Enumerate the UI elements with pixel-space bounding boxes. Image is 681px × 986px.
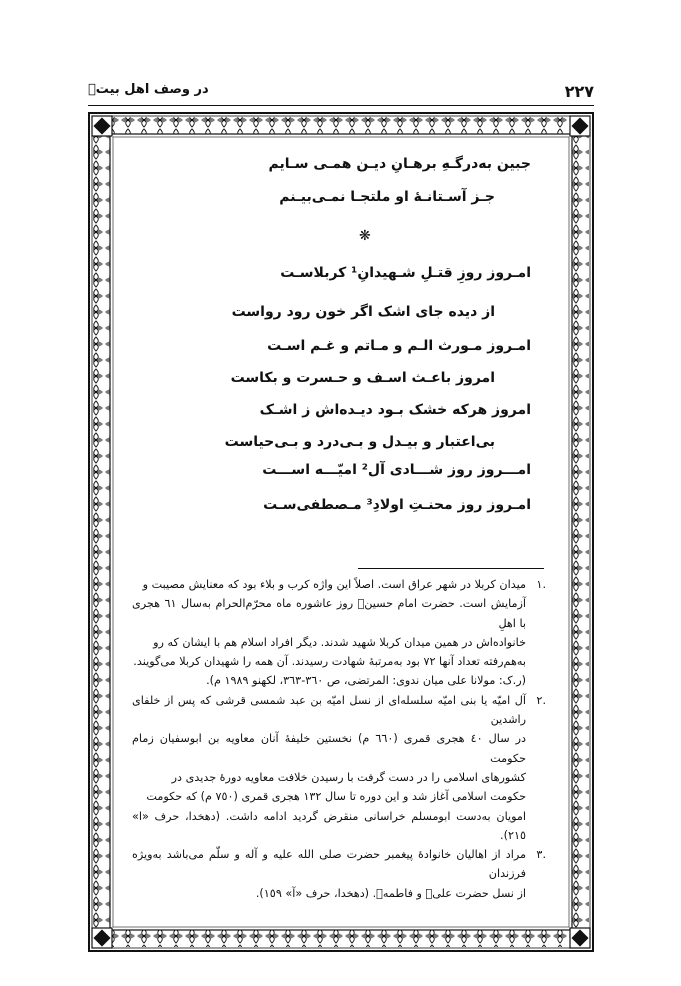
verse-line: امروز باعـث اسـف و حـسرت و بکاست <box>230 370 495 386</box>
footnote-number: .۲ <box>536 693 546 707</box>
footnote-line: میدان کربلا در شهر عراق است. اصلاً این واژه کرب و بلاء بود که معنایش مصیبت و <box>142 578 526 591</box>
footnote-line: خانواده‌اش در همین میدان کربلا شهید شدند. دیگر افراد اسلام هم با ایشان که رو <box>153 635 526 649</box>
verse-line: از دیده جای اشک اگر خون رود رواست <box>231 304 495 320</box>
footnote-line: مراد از اهالیان خانوادهٔ پیغمبر حضرت صلی الله علیه و آله و سلّم می‌باشد به‌ویژه فرزندان <box>132 848 526 881</box>
footnotes <box>132 575 546 903</box>
footnote-rule <box>358 568 544 569</box>
footnote-line: امویان به‌دست ابومسلم خراسانی منقرض گردید ادامه داشت. (دهخدا، حرف «ا» ٢١٥). <box>132 809 526 842</box>
header-rule <box>88 105 594 106</box>
footnote-line: (ر.ک: مولانا علی میان ندوی: المرتضی، ص ٣٦٠-٣٦٣، لکهنو ١٩٨٩ م). <box>206 674 526 688</box>
verse-line: امـروز روز محنـتِ اولادِ³ مـصطفی‌سـت <box>263 497 531 513</box>
verse-line: بی‌اعتبار و بیـدل و بـی‌درد و بـی‌حیاست <box>224 434 495 450</box>
footnote-number: .۱ <box>536 578 546 591</box>
running-title: در وصف اهل بیتؑ <box>88 82 209 97</box>
footnote-line: کشورهای اسلامی را در دست گرفت با رسیدن خلافت معاویه دورهٔ جدیدی در <box>171 770 526 784</box>
footnote-line: حکومت اسلامی آغاز شد و این دوره تا سال ١٣٢ هجری قمری (٧٥٠ م) که حکومت <box>146 790 526 804</box>
footnote-line: به‌هم‌رفته تعداد آنها ٧٢ بود به‌مرتبهٔ شهادت رسیدند. آن همه را شهیدان کربلا می‌گویند. <box>133 655 526 669</box>
footnote-line: آل امیّه یا بنی امیّه سلسله‌ای از نسل امیّه بن عبد شمسی قرشی که پس از خلفای راشدین <box>132 693 526 727</box>
footnote-1 <box>132 575 546 691</box>
footnote-line: در سال ٤٠ هجری قمری (٦٦٠ م) نخستین خلیفهٔ آنان معاویه بن ابوسفیان زمام حکومت <box>132 732 526 765</box>
page-number: ۲۲۷ <box>564 82 594 101</box>
verse-line: امـروز مـورث الـم و مـاتم و غـم اسـت <box>267 338 531 354</box>
verse-line: امـــروز روز شـــادی آل² امیّـــه اســـت <box>262 462 531 478</box>
verse-line: امـروز روزِ قتـلِ شـهیدانِ¹ کربلاسـت <box>280 265 531 281</box>
footnote-2 <box>132 691 546 845</box>
footnote-number: .۳ <box>536 848 546 862</box>
verse-line: امروز هرکه خشک بـود دیـده‌اش ز اشـک <box>259 402 531 418</box>
verse-line: جـز آسـتانـهٔ او ملتجـا نمـی‌بیـنم <box>279 189 495 205</box>
verse-line: جبین به‌درگـهِ برهـانِ دیـن همـی سـایم <box>268 156 531 172</box>
footnote-line: از نسل حضرت علیؑ و فاطمهؑ. (دهخدا، حرف «آ» ١٥٩). <box>255 886 526 900</box>
page-header <box>88 82 594 104</box>
footnote-3 <box>132 845 546 903</box>
footnote-line: آزمایش است. حضرت امام حسینؑ روز عاشوره ماه محرّم‌الحرام به‌سال ٦١ هجری با اهلِ <box>132 597 526 630</box>
verse-separator: ❋ <box>359 228 371 244</box>
